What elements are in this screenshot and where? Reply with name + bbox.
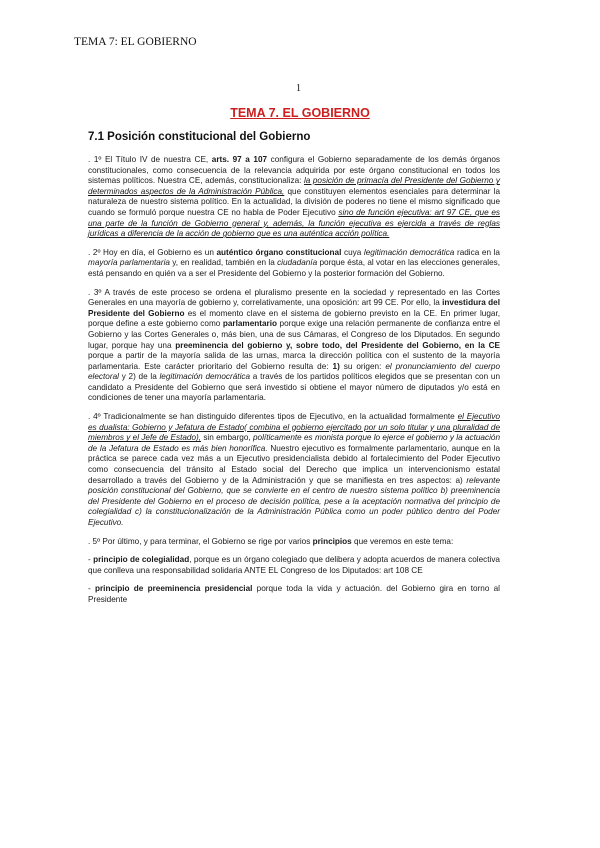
section-heading: 7.1 Posición constitucional del Gobierno	[88, 131, 311, 143]
paragraph-3: . 3º A través de este proceso se ordena el pluralismo presente en la sociedad y representado en las Cortes Generales en una mayoría de gobierno y, correlativamente, una oposición: art 99 CE. Por ello, la investidura del Presidente del Gobierno es el momento clave en el sistema de gobierno previsto en la CE. En primer lugar, porque define a este gobierno como parlamentario porque exige una relación permanente de confianza entre el Gobierno y las Cortes Generales o, más bien, una de sus Cámaras, el Congreso de los Diputados. En segundo lugar, porque hay una preeminencia del gobierno y, sobre todo, del Presidente del Gobierno, en la CE porque a partir de la mayoría salida de las urnas, marca la dirección política con el sustento de la mayoría parlamentaria. Este carácter prioritario del Gobierno resulta de: 1) su origen: el pronunciamiento del cuerpo electoral y 2) de la legitimación democrática a través de los partidos políticos elegidos que se presentan con un candidato a Presidente del Gobierno que será investido si obtiene el mayor número de diputados y/o está en condiciones de tener una mayoría parlamentaria.	[88, 287, 501, 403]
list-item-preeminencia: - principio de preeminencia presidencial porque toda la vida y actuación. del Gobierno gira en torno al Presidente	[88, 584, 500, 604]
document-title: TEMA 7. EL GOBIERNO	[230, 106, 370, 120]
paragraph-2: . 2º Hoy en día, el Gobierno es un auténtico órgano constitucional cuya legitimación democrática radica en la mayoría parlamentaria y, en realidad, también en la ciudadanía porque ésta, al votar en las elecciones generales, está pensando en quién va a ser el Presidente del Gobierno y la posterior formación del Gobierno.	[88, 247, 500, 278]
paragraph-5: . 5º Por último, y para terminar, el Gobierno se rige por varios principios que veremos en este tema:	[88, 536, 454, 546]
document-body	[88, 155, 500, 614]
list-item-colegialidad: - principio de colegialidad, porque es un órgano colegiado que delibera y adopta acuerdos de manera colectiva que conlleva una responsabilidad solidaria ANTE EL Congreso de los Diputados: art 108 CE	[88, 555, 500, 575]
page-number: 1	[296, 83, 301, 94]
paragraph-4: . 4º Tradicionalmente se han distinguido diferentes tipos de Ejecutivo, en la actualidad formalmente el Ejecutivo es dualista: Gobierno y Jefatura de Estado( combina el gobierno ejercitado por un solo titular y una pluralidad de miembros y el Jefe de Estado), sin embargo, políticamente es monista porque lo ejerce el gobierno y la actuación de la Jefatura de Estado es más bien honorífica. Nuestro ejecutivo es formalmente parlamentario, aunque en la práctica se parece cada vez más a un Ejecutivo presidencialista debido al fortalecimiento del Poder Ejecutivo como consecuencia del tránsito al Estado social del Derecho que implica un intervencionismo estatal desarrollado a través del Gobierno y de la Administración y que se manifiesta en tres aspectos: a) relevante posición constitucional del Gobierno, que se convierte en el centro de nuestro sistema político b) preeminencia del Presidente del Gobierno en el proceso de decisión política, pese a la aceptación normativa del principio de colegialidad c) la constitucionalización de la Administración Pública como un poder público dentro del Poder Ejecutivo.	[88, 412, 500, 527]
running-header: TEMA 7: EL GOBIERNO	[74, 36, 197, 48]
paragraph-1: . 1º El Título IV de nuestra CE, arts. 97 a 107 configura el Gobierno separadamente de los demás órganos constitucionales, como consecuencia de la relevancia adquirida por este órgano constitucional en todos los sistemas políticos. Nuestra CE, además, constitucionaliza: la posición de primacía del Presidente del Gobierno y determinados aspectos de la Administración Pública, que constituyen elementos esenciales para determinar la naturaleza de nuestro sistema político. En la actualidad, la división de poderes no tiene el mismo significado que cuando se formuló porque nuestra CE no habla de Poder Ejecutivo sino de función ejecutiva: art 97 CE, que es una parte de la función de Gobierno general y, además, la función ejecutiva es ejercida a través de reglas jurídicas a diferencia de la acción de gobierno que es una auténtica acción política.	[88, 155, 501, 239]
